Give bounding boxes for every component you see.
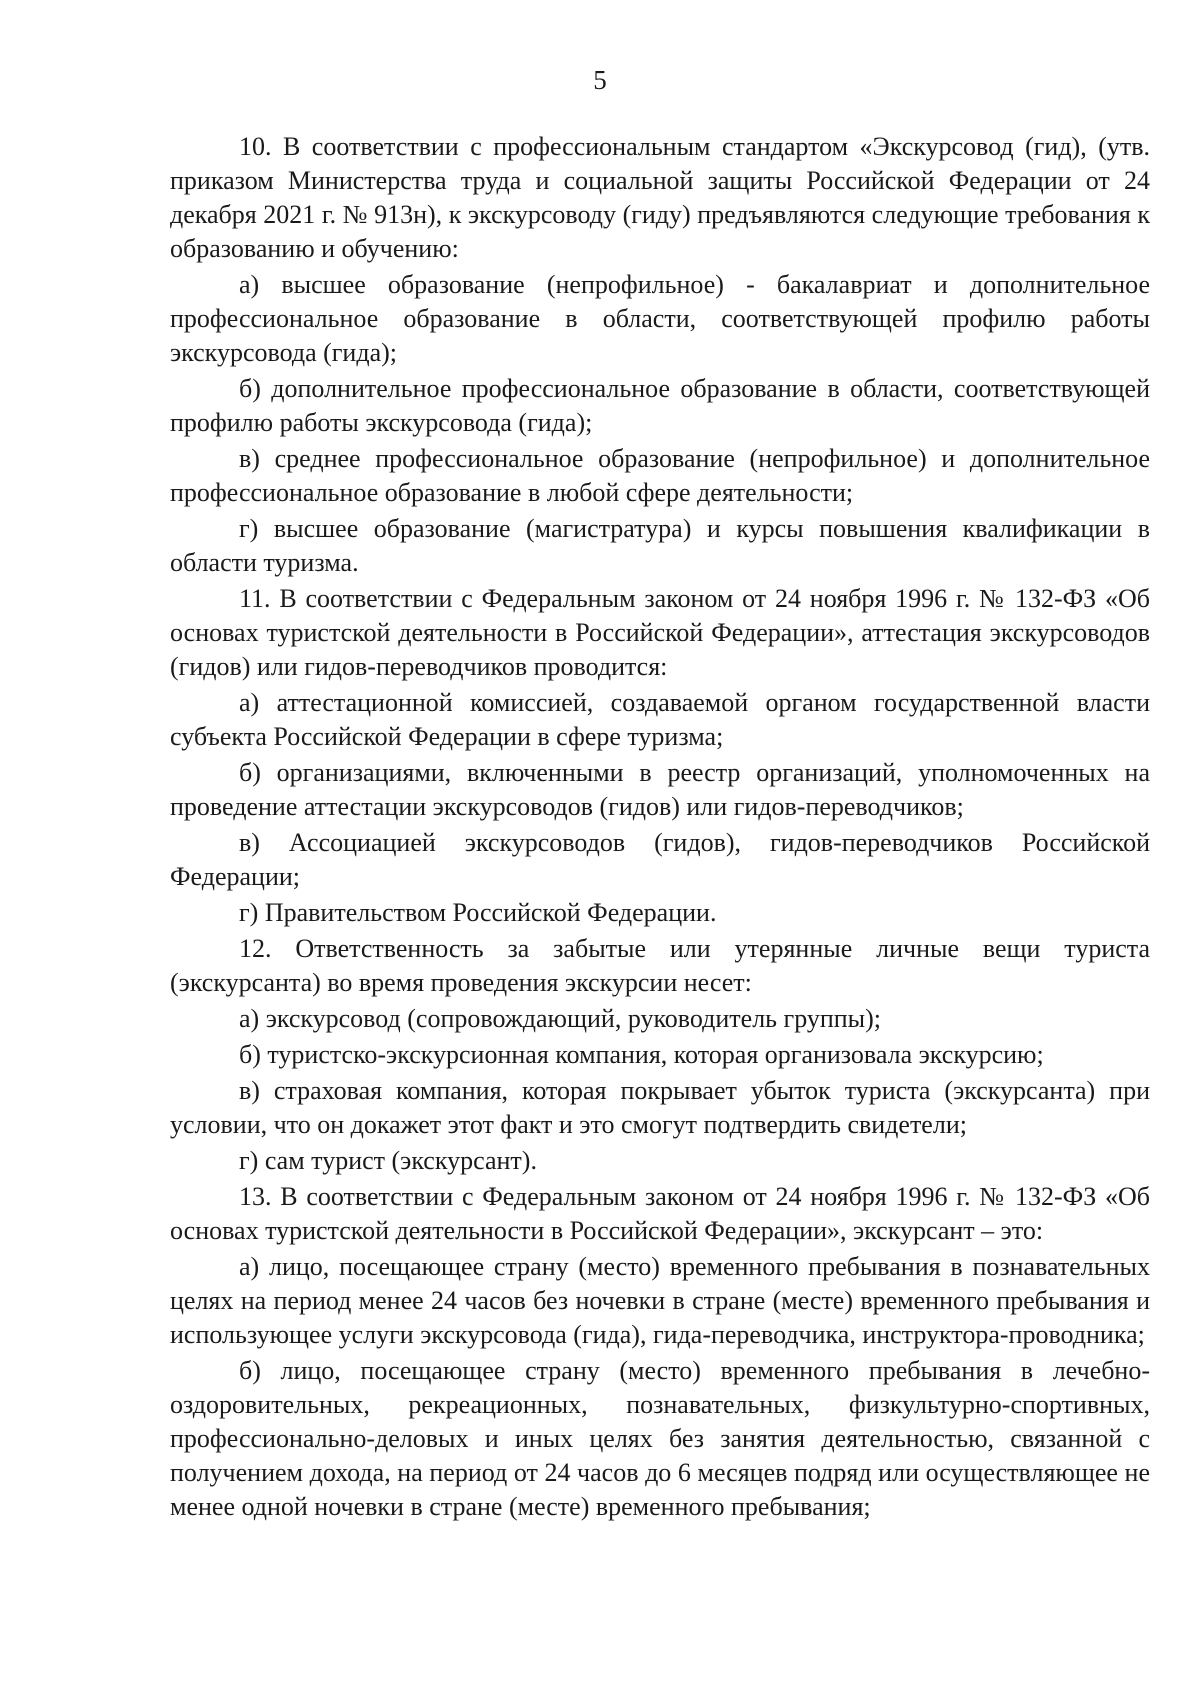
paragraph-11-intro: 11. В соответствии с Федеральным законом от 24 ноября 1996 г. № 132-ФЗ «Об основах туристской деятельности в Российской Федерации», аттестация экскурсоводов (гидов) или гидов-переводчиков проводится: — [170, 584, 1150, 681]
paragraph-12-option-a: а) экскурсовод (сопровождающий, руководитель группы); — [239, 1004, 882, 1033]
paragraph-10-option-b: б) дополнительное профессиональное образование в области, соответствующей профилю работы экскурсовода (гида); — [170, 374, 1150, 437]
paragraph-10-intro: 10. В соответствии с профессиональным стандартом «Экскурсовод (гид), (утв. приказом Министерства труда и социальной защиты Российской Федерации от 24 декабря 2021 г. № 913н), к экскурсоводу (гиду) предъявляются следующие требования к образованию и обучению: — [170, 132, 1150, 263]
paragraph-10-option-g: г) высшее образование (магистратура) и курсы повышения квалификации в области туризма. — [170, 514, 1150, 577]
paragraph-11-option-b: б) организациями, включенными в реестр организаций, уполномоченных на проведение аттестации экскурсоводов (гидов) или гидов-переводчиков; — [170, 758, 1150, 821]
page-number: 5 — [593, 65, 607, 95]
paragraph-12-option-g: г) сам турист (экскурсант). — [239, 1146, 537, 1175]
paragraph-10-option-a: а) высшее образование (непрофильное) - бакалавриат и дополнительное профессиональное образование в области, соответствующей профилю работы экскурсовода (гида); — [170, 270, 1150, 367]
paragraph-13-option-a: а) лицо, посещающее страну (место) временного пребывания в познавательных целях на период менее 24 часов без ночевки в стране (месте) временного пребывания и использующее услуги экскурсовода (гида), гида-переводчика, инструктора-проводника; — [170, 1252, 1150, 1349]
paragraph-12-option-b: б) туристско-экскурсионная компания, которая организовала экскурсию; — [239, 1040, 1044, 1069]
paragraph-11-option-v: в) Ассоциацией экскурсоводов (гидов), гидов-переводчиков Российской Федерации; — [170, 828, 1150, 891]
paragraph-11-option-g: г) Правительством Российской Федерации. — [239, 898, 717, 927]
paragraph-12-intro: 12. Ответственность за забытые или утерянные личные вещи туриста (экскурсанта) во время проведения экскурсии несет: — [170, 934, 1150, 997]
paragraph-13-option-b: б) лицо, посещающее страну (место) временного пребывания в лечебно-оздоровительных, рекреационных, познавательных, физкультурно-спортивных, профессионально-деловых и иных целях без занятия деятельностью, связанной с получением дохода, на период от 24 часов до 6 месяцев подряд или осуществляющее не менее одной ночевки в стране (месте) временного пребывания; — [170, 1356, 1150, 1521]
paragraph-13-intro: 13. В соответствии с Федеральным законом от 24 ноября 1996 г. № 132-ФЗ «Об основах туристской деятельности в Российской Федерации», экскурсант – это: — [170, 1182, 1150, 1245]
document-body — [170, 130, 1150, 1526]
paragraph-12-option-v: в) страховая компания, которая покрывает убыток туриста (экскурсанта) при условии, что он докажет этот факт и это смогут подтвердить свидетели; — [170, 1076, 1150, 1139]
paragraph-11-option-a: а) аттестационной комиссией, создаваемой органом государственной власти субъекта Российской Федерации в сфере туризма; — [170, 688, 1150, 751]
paragraph-10-option-v: в) среднее профессиональное образование (непрофильное) и дополнительное профессиональное образование в любой сфере деятельности; — [170, 444, 1150, 507]
